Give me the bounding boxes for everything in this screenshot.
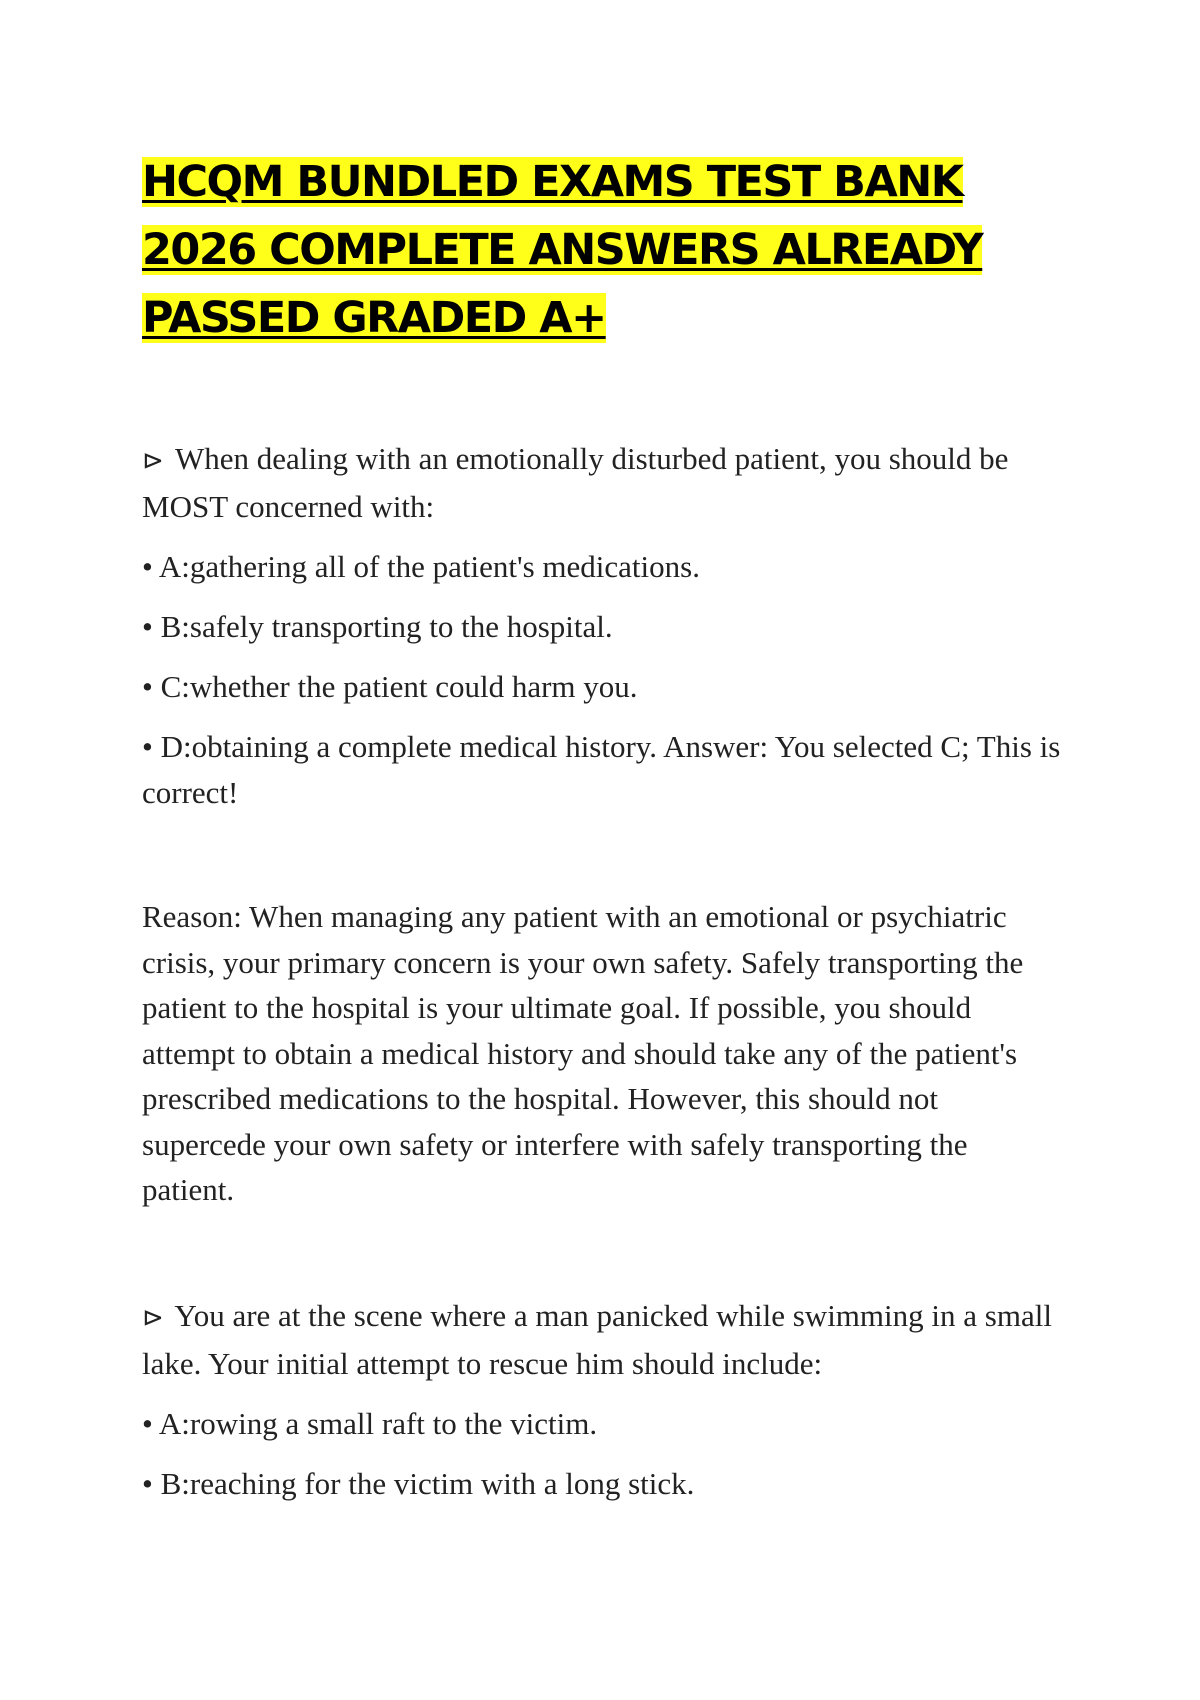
bullet-icon: •	[142, 729, 153, 764]
arrow-icon: ⊳	[142, 446, 164, 476]
document-title	[142, 148, 1062, 352]
option-text: D:obtaining a complete medical history. Answer: You selected C; This is correct!	[142, 729, 1061, 810]
option-text: A:rowing a small raft to the victim.	[158, 1405, 598, 1441]
document-page	[142, 148, 1062, 1507]
option-text: C:whether the patient could harm you.	[160, 669, 638, 704]
option-item	[142, 604, 1062, 650]
bullet-icon: •	[142, 609, 153, 644]
bullet-icon: •	[142, 1465, 153, 1501]
option-item	[142, 664, 1062, 710]
option-text: A:gathering all of the patient's medications.	[158, 549, 700, 584]
question-text: You are at the scene where a man panicked while swimming in a small lake. Your initial attempt to rescue him should include:	[142, 1297, 1052, 1381]
question-prompt	[142, 436, 1062, 530]
bullet-icon: •	[142, 549, 153, 584]
option-item	[142, 1461, 1062, 1507]
option-text: B:reaching for the victim with a long stick.	[160, 1465, 695, 1501]
option-item	[142, 544, 1062, 590]
answer-reason: Reason: When managing any patient with an emotional or psychiatric crisis, your primary concern is your own safety. Safely transporting the patient to the hospital is your ultimate goal. If possible, you should attempt to obtain a medical history and should take any of the patient's prescribed medications to the hospital. However, this should not supercede your own safety or interfere with safely transporting the patient.	[142, 899, 1024, 1207]
option-item	[142, 1401, 1062, 1447]
question-text: When dealing with an emotionally disturbed patient, you should be MOST concerned with:	[142, 441, 1009, 524]
bullet-icon: •	[142, 669, 153, 704]
bullet-icon: •	[142, 1405, 153, 1441]
question-prompt	[142, 1293, 1062, 1387]
question-block-2	[142, 1293, 1062, 1507]
option-item	[142, 724, 1062, 816]
question-block-1	[142, 436, 1062, 1213]
title-highlight: HCQM BUNDLED EXAMS TEST BANK 2026 COMPLETE ANSWERS ALREADY PASSED GRADED A+	[142, 157, 983, 343]
arrow-icon: ⊳	[142, 1302, 164, 1333]
option-text: B:safely transporting to the hospital.	[160, 609, 613, 644]
